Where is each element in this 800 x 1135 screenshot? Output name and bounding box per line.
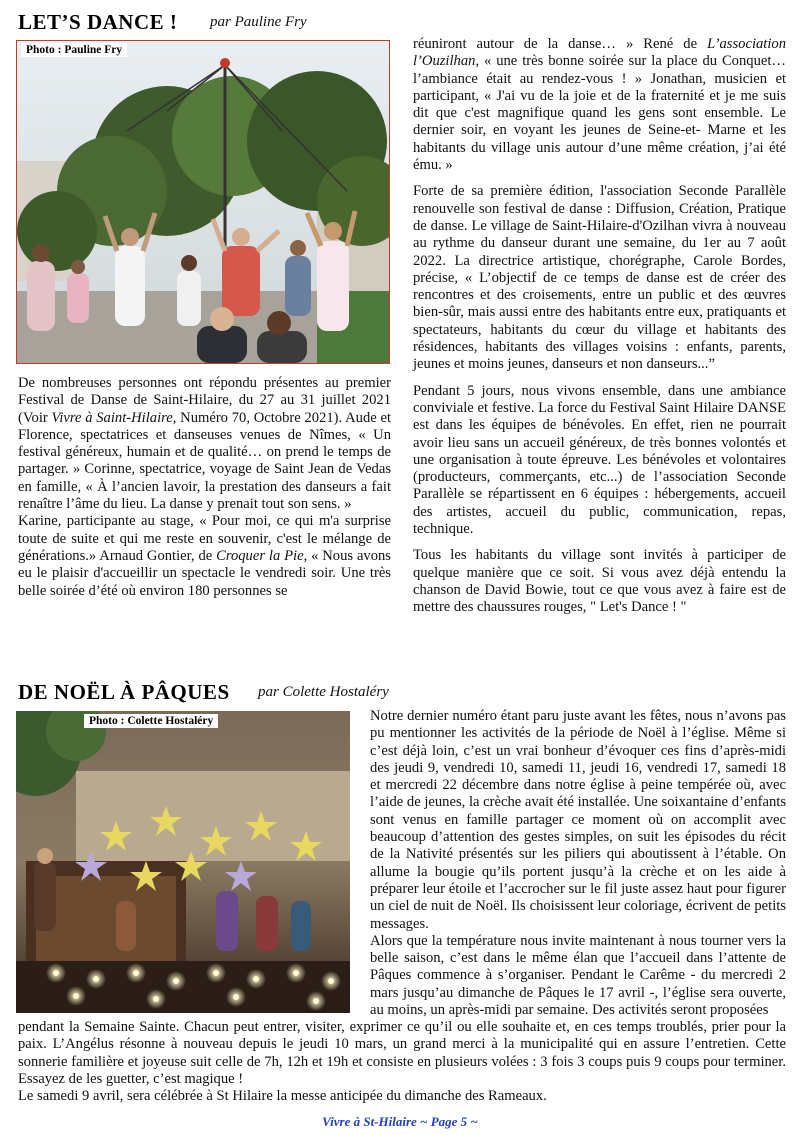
article1-left-paragraph-2: Karine, participante au stage, « Pour moi, ce qui m'a surprise toute de suite et qui me reste en souvenir, c'est le mélange de générations.» Arnaud Gontier, de Croquer la Pie, « Nous avons eu le plaisir d'accueillir un spectacle le vendredi soir. Une très belle soirée d’été où environ 180 personnes se xyxy=(18,513,391,599)
article1-byline: par Pauline Fry xyxy=(210,14,307,30)
article2-paragraph-1: Notre dernier numéro étant paru juste avant les fêtes, nous n’avons pas pu mentionner les activités de la période de Noël à l’église. Même si c’est déjà loin, c’est un vrai bonheur d’évoquer ces fins d’après-midi des jeudi 9, vendredi 10, samedi 11, jeudi 16, vendredi 17, samedi 18 et mercredi 22 décembre dans notre église à peine tempérée où, avec l’aide de jeunes, la crèche avait été installée. Une soixantaine d’enfants sont venus en famille partager ce moment où on accomplit avec beaucoup d’attention des gestes simples, on suit les épisodes du récit de la Nativité présentés sur les piliers qui aboutissent à l’étable. On allume la bougie qu’ils portent jusqu’à la crèche et on les aide à préparer leur étoile et l’accrocher sur le fil juste assez haut pour figurer un ciel de nuit de Noël. Ils choisissent leur coloriage, écrivent de petits messages. xyxy=(370,708,786,932)
article2-paragraph-2: Alors que la température nous invite maintenant à nous tourner vers la belle saison, c’est dans le même élan que l’accueil dans l’attente de Pâques commence à s’organiser. Pendant le Carême - du mercredi 2 mars jusqu’au dimanche de Pâques le 17 avril -, l’église sera ouverte, au moins, un après-midi par semaine. Des activités seront proposées xyxy=(370,932,786,1019)
article1-title: LET’S DANCE ! xyxy=(18,10,178,34)
creche-photo-credit: Photo : Colette Hostaléry xyxy=(84,714,218,728)
article1-right-paragraph-3: Pendant 5 jours, nous vivons ensemble, dans une ambiance conviviale et festive. La force du Festival Saint Hilaire DANSE est dans les équipes de bénévoles. En effet, rien ne pourrait avoir lieu sans un accueil généreux, de très bonnes volontés et une organisation à toute épreuve. Les bénévoles et volontaires (producteurs, commerçants, etc...) de l’association Seconde Parallèle se répartissent en 6 équipes : hébergements, accueil des artistes, accueil du public, communication, repas, technique. xyxy=(413,382,786,538)
dance-photo-image xyxy=(17,41,389,363)
page-footer: Vivre à St-Hilaire ~ Page 5 ~ xyxy=(322,1114,478,1129)
article2-column-top xyxy=(370,708,786,1019)
dance-photo-credit: Photo : Pauline Fry xyxy=(21,43,127,57)
article2-title: DE NOËL À PÂQUES xyxy=(18,680,230,704)
article1-right-paragraph-2: Forte de sa première édition, l'association Seconde Parallèle renouvelle son festival de danse : Diffusion, Création, Pratique de danse. Le village de Saint-Hilaire-d'Ozilhan vivra à nouveau au rythme du danseur durant une semaine, du 1er au 7 août 2022. La directrice artistique, chorégraphe, Carole Bordes, précise, « L’objectif de ce temps de danse est de créer des rencontres et des croisements, entre un public et des œuvres bien-sûr, mais aussi entre des habitants entre eux, pratiquants et spectateurs, habitants du cœur du village et habitants des résidences, habitants des villages voisins : enfants, parents, jeunes et moins jeunes, danseurs et non danseurs...” xyxy=(413,183,786,373)
dance-photo xyxy=(16,40,390,364)
article1-right-paragraph-1: réuniront autour de la danse… » René de L’association l’Ouzilhan, « une très bonne soirée sur la place du Conquet… l’ambiance était au rendez-vous ! » Jonathan, musicien et participant, « J'ai vu de la joie et de la fraternité et je me suis dit que c'est magnifique quand les gens sont ensemble. Le dernier soir, en voyant les jeunes de Seine-et- Marne et les habitants du village unis autour d’une même création, j’ai été ému. » xyxy=(413,36,786,174)
creche-photo xyxy=(16,711,350,1013)
article1-left-column xyxy=(18,375,391,600)
creche-photo-image xyxy=(16,711,350,1013)
article2-paragraph-4: Le samedi 9 avril, sera célébrée à St Hilaire la messe anticipée du dimanche des Rameaux. xyxy=(18,1088,547,1105)
article1-left-paragraph-1: De nombreuses personnes ont répondu présentes au premier Festival de Danse de Saint-Hilaire, du 27 au 31 juillet 2021 (Voir Vivre à Saint-Hilaire, Numéro 70, Octobre 2021). Aude et Florence, spectatrices et danseuses venues de Nîmes, « Un festival généreux, humain et de qualité… on prend le temps de partager. » Corinne, spectatrice, voyage de Saint Jean de Vedas en famille, « À l’ancien lavoir, la prestation des danseurs a fait renaître l’âme du lieu. La danse y prenait tout son sens. » xyxy=(18,375,392,513)
article1-right-column xyxy=(413,36,786,617)
article2-byline: par Colette Hostaléry xyxy=(258,684,389,700)
article2-paragraph-3: pendant la Semaine Sainte. Chacun peut entrer, visiter, exprimer ce qu’il ou elle souhaite et, en ces temps troublés, prier pour la paix. L’Angélus résonne à nouveau depuis le jeudi 10 mars, un grand merci à la municipalité qui en assure l’entretien. Cette sonnerie familière et joyeuse suit celle de 7h, 12h et 19h et consiste en plusieurs volées : 3 fois 3 coups puis 9 coups pour terminer. Essayez de les guetter, c’est magique ! xyxy=(18,1019,786,1087)
article1-right-paragraph-4: Tous les habitants du village sont invités à participer de quelque manière que ce soit. Si vous avez déjà entendu la chanson de David Bowie, tout ce que vous avez à faire est de mettre des chaussures rouges, " Let's Dance ! " xyxy=(413,547,786,616)
article2-column-bottom xyxy=(18,1019,786,1105)
